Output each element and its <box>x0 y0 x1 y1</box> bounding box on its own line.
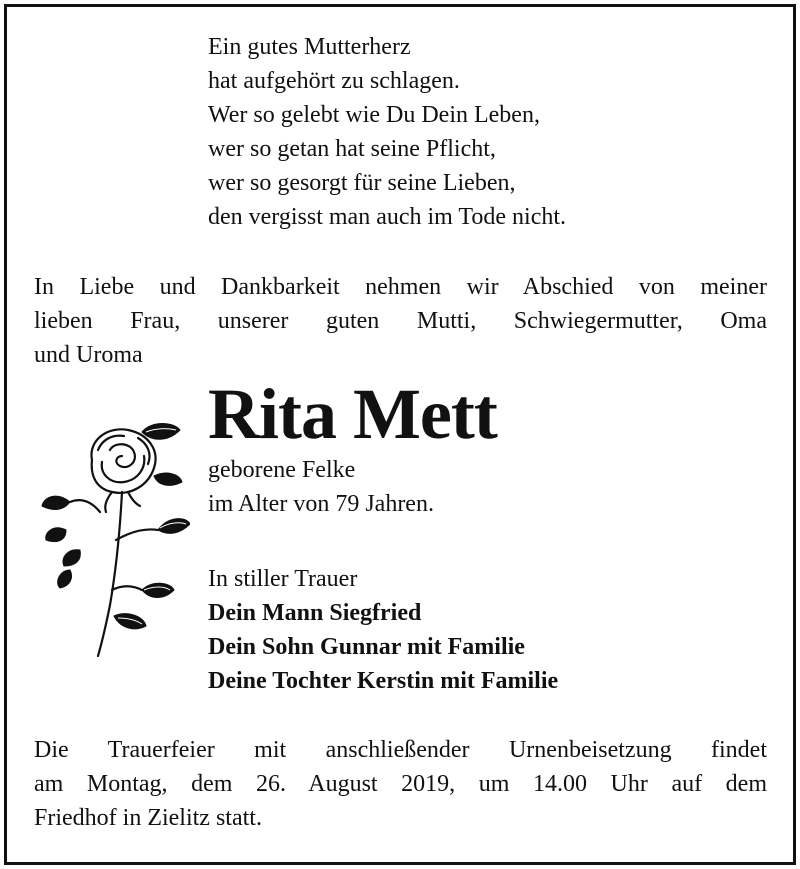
intro-line: und Uroma <box>34 342 143 368</box>
poem-line: Ein gutes Mutterherz <box>208 34 411 60</box>
mourners-intro: In stiller Trauer <box>208 566 358 592</box>
poem-line: wer so getan hat seine Pflicht, <box>208 136 496 162</box>
mourner-name: Dein Mann Siegfried <box>208 600 422 626</box>
funeral-info <box>34 733 767 835</box>
poem-line: wer so gesorgt für seine Lieben, <box>208 170 516 196</box>
intro-line: In Liebe und Dankbarkeit nehmen wir Abschied von meiner <box>34 274 767 300</box>
deceased-details <box>208 453 434 521</box>
poem <box>208 30 566 234</box>
mourner-name: Dein Sohn Gunnar mit Familie <box>208 634 525 660</box>
rose-icon <box>40 420 190 660</box>
funeral-line: Die Trauerfeier mit anschließender Urnenbeisetzung findet <box>34 737 767 763</box>
intro-line: lieben Frau, unserer guten Mutti, Schwiegermutter, Oma <box>34 308 767 334</box>
funeral-line: am Montag, dem 26. August 2019, um 14.00 Uhr auf dem <box>34 771 767 797</box>
age-text: im Alter von 79 Jahren. <box>208 491 434 517</box>
poem-line: hat aufgehört zu schlagen. <box>208 68 460 94</box>
mourners-block <box>208 562 558 698</box>
mourner-name: Deine Tochter Kerstin mit Familie <box>208 668 559 694</box>
intro-text <box>34 270 767 372</box>
poem-line: Wer so gelebt wie Du Dein Leben, <box>208 102 540 128</box>
deceased-name: Rita Mett <box>208 374 497 454</box>
poem-line: den vergisst man auch im Tode nicht. <box>208 204 567 230</box>
funeral-line: Friedhof in Zielitz statt. <box>34 805 262 831</box>
birth-name: geborene Felke <box>208 457 356 483</box>
